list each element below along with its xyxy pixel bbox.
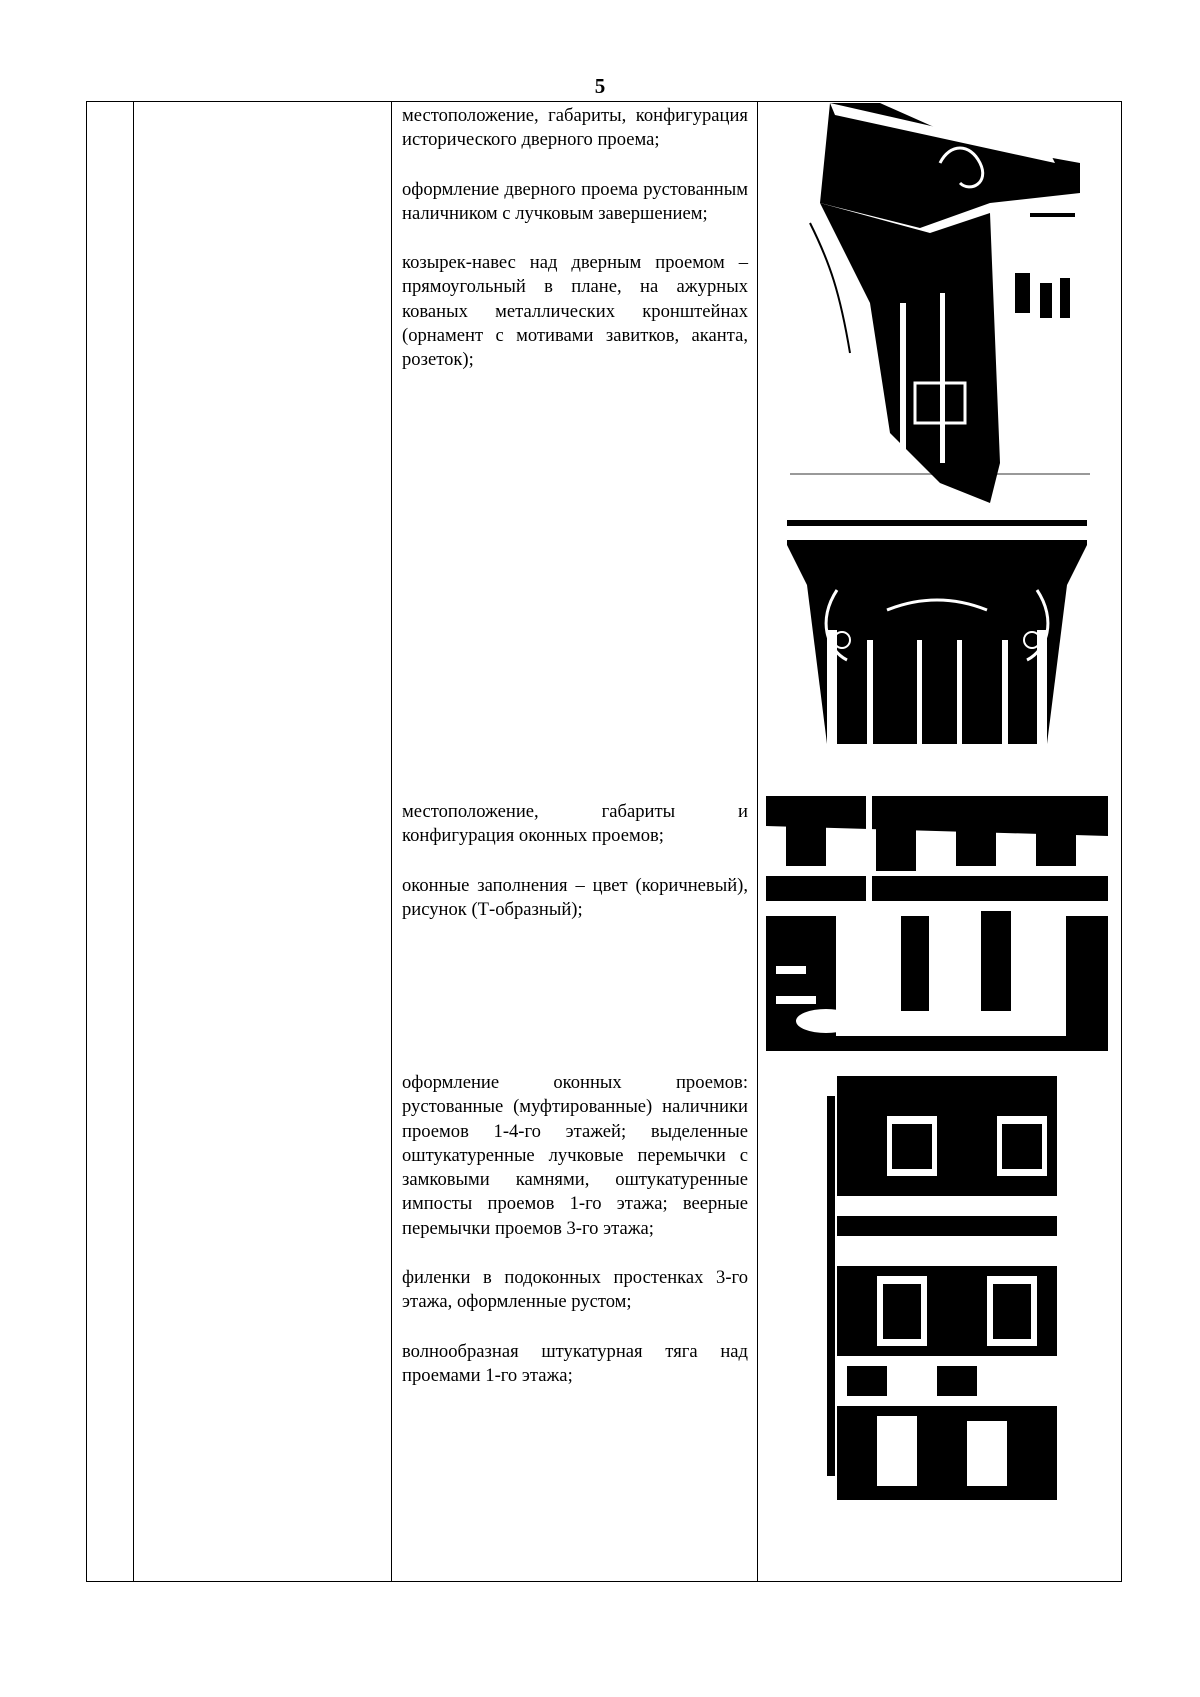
paragraph: оформление оконных проемов: рустованные (муфтированные) наличники проемов 1-4-го этажей; выделенные оштукатуренные лучковые перемычки с замковыми камнями, оштукатуренные импосты проемов 1-го этажа; веерные перемычки проемов 3-го этажа; (402, 1072, 748, 1239)
column-divider-3 (757, 102, 758, 1581)
photo-canopy-frontal (787, 520, 1087, 744)
paragraph: волнообразная штукатурная тяга над проемами 1-го этажа; (402, 1340, 748, 1386)
photo-facade-windows (766, 796, 1108, 1051)
paragraph: оформление дверного проема рустованным наличником с лучковым завершением; (402, 178, 748, 224)
photo-door-canopy-image (790, 103, 1090, 503)
paragraph: филенки в подоконных простенках 3-го этажа, оформленные рустом; (402, 1267, 748, 1313)
paragraph: козырек-навес над дверным проемом – прямоугольный в плане, на ажурных кованых металлических кронштейнах (орнамент с мотивами завитков, аканта, розеток); (402, 252, 748, 371)
text-block-door (402, 104, 748, 373)
photo-door-canopy (790, 103, 1090, 503)
text-block-window-decor (402, 1071, 748, 1388)
paragraph: местоположение, габариты, конфигурация исторического дверного проема; (402, 105, 748, 151)
photo-facade-windows-image (766, 796, 1108, 1051)
text-block-windows (402, 800, 748, 922)
photo-facade-floors-image (817, 1076, 1057, 1500)
paragraph: местоположение, габариты и конфигурация оконных проемов; (402, 801, 748, 847)
paragraph: оконные заполнения – цвет (коричневый), рисунок (Т-образный); (402, 874, 748, 920)
page-number: 5 (594, 74, 606, 98)
column-divider-1 (133, 102, 134, 1581)
photo-canopy-frontal-image (787, 520, 1087, 744)
column-divider-2 (391, 102, 392, 1581)
photo-facade-floors (817, 1076, 1057, 1500)
